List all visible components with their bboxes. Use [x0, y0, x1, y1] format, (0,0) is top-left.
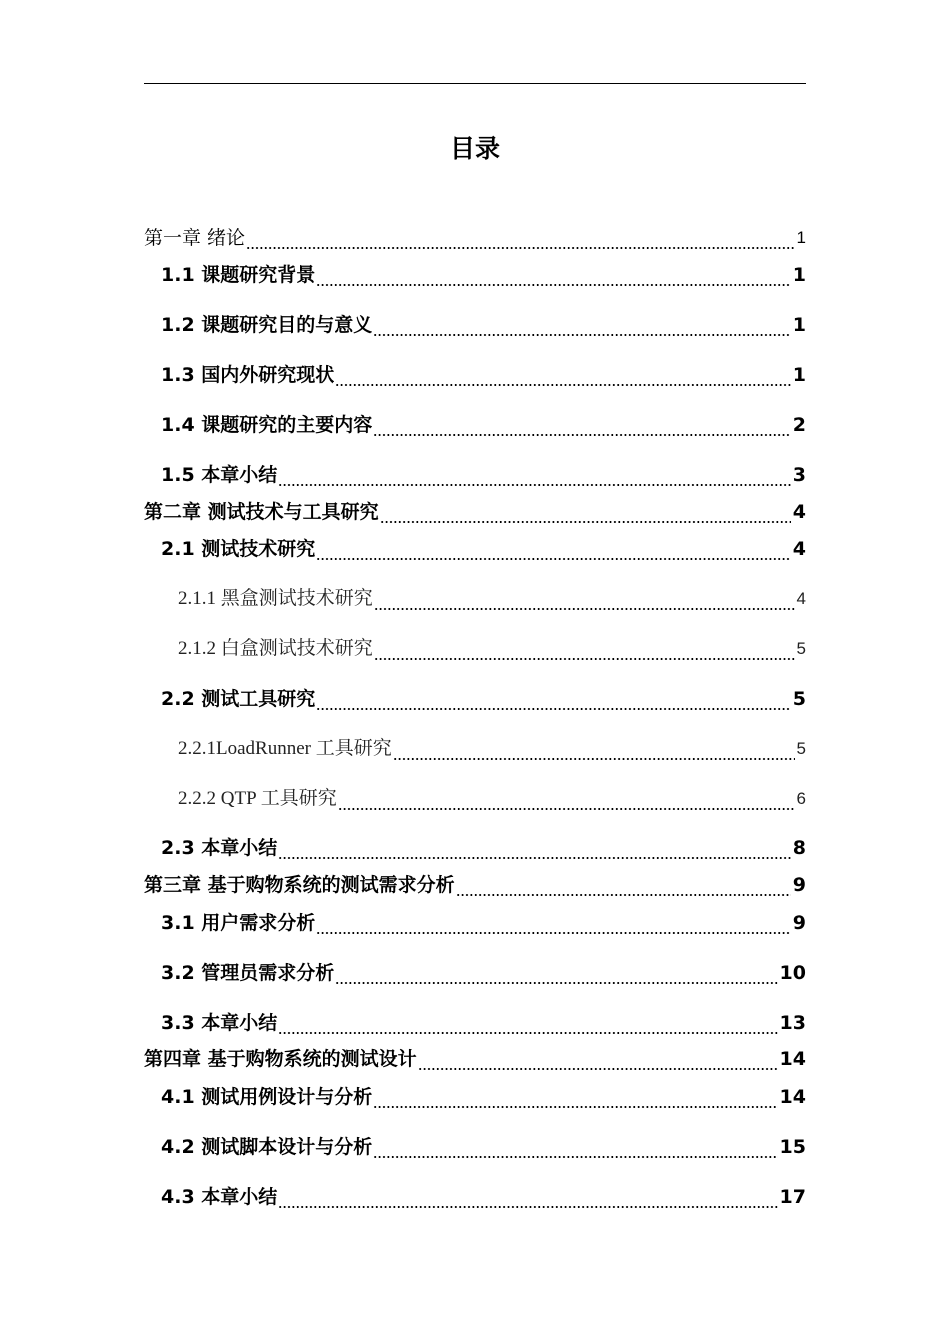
toc-entry-label: 4.1 测试用例设计与分析	[161, 1086, 373, 1108]
dot-leader	[456, 875, 791, 897]
toc-entry-label: 1.4 课题研究的主要内容	[161, 414, 373, 436]
dot-leader	[316, 913, 790, 935]
toc-entry-section-2-1[interactable]	[161, 533, 806, 561]
toc-entry-section-1-3[interactable]	[161, 359, 806, 387]
toc-entry-page: 2	[792, 414, 806, 436]
dot-leader	[373, 1137, 777, 1159]
page-title: 目录	[449, 134, 500, 163]
toc-entry-label: 3.1 用户需求分析	[161, 912, 316, 934]
dot-leader	[393, 739, 795, 761]
toc-entry-page: 4	[792, 501, 806, 523]
toc-entry-label: 3.2 管理员需求分析	[161, 962, 335, 984]
dot-leader	[278, 465, 790, 487]
toc-entry-section-3-2[interactable]	[161, 957, 806, 985]
toc-entry-page: 9	[792, 874, 806, 896]
dot-leader	[335, 365, 790, 387]
toc-entry-page: 4	[792, 538, 806, 560]
toc-entry-label: 第四章 基于购物系统的测试设计	[144, 1048, 417, 1070]
dot-leader	[335, 963, 777, 985]
dot-leader	[316, 689, 790, 711]
toc-entry-label: 第一章 绪论	[144, 227, 246, 249]
toc-entry-section-4-1[interactable]	[161, 1081, 806, 1109]
toc-entry-label: 第三章 基于购物系统的测试需求分析	[144, 874, 455, 896]
toc-entry-page: 3	[792, 464, 806, 486]
dot-leader	[338, 789, 795, 811]
dot-leader	[246, 228, 794, 250]
toc-entry-chapter-1[interactable]	[144, 222, 806, 250]
dot-leader	[278, 1013, 777, 1035]
toc-entry-page: 1	[792, 364, 806, 386]
toc-entry-page: 5	[796, 739, 806, 758]
toc-entry-chapter-4[interactable]	[144, 1043, 806, 1071]
dot-leader	[374, 639, 795, 661]
toc-entry-section-3-3[interactable]	[161, 1007, 806, 1035]
dot-leader	[316, 265, 790, 287]
toc-entry-label: 1.5 本章小结	[161, 464, 278, 486]
dot-leader	[316, 539, 790, 561]
toc-entry-section-1-1[interactable]	[161, 259, 806, 287]
dot-leader	[278, 838, 790, 860]
toc-entry-page: 17	[779, 1186, 806, 1208]
toc-entry-label: 2.1.2 白盒测试技术研究	[178, 638, 373, 659]
toc-entry-section-2-3[interactable]	[161, 832, 806, 860]
toc-entry-page: 1	[796, 228, 806, 247]
toc-entry-page: 1	[792, 314, 806, 336]
toc-entry-page: 10	[779, 962, 806, 984]
toc-entry-section-2-2[interactable]	[161, 683, 806, 711]
dot-leader	[374, 589, 795, 611]
toc-entry-label: 2.1 测试技术研究	[161, 538, 316, 560]
toc-entry-label: 2.1.1 黑盒测试技术研究	[178, 588, 373, 609]
toc-entry-chapter-2[interactable]	[144, 496, 806, 524]
toc-entry-label: 1.1 课题研究背景	[161, 264, 316, 286]
toc-entry-page: 8	[792, 837, 806, 859]
toc-entry-section-1-2[interactable]	[161, 309, 806, 337]
dot-leader	[418, 1049, 778, 1071]
toc-entry-section-4-3[interactable]	[161, 1181, 806, 1209]
toc-entry-page: 9	[792, 912, 806, 934]
toc-entry-subsection-2-2-2[interactable]	[178, 783, 806, 811]
toc-entry-label: 2.2.2 QTP 工具研究	[178, 788, 337, 809]
toc-entry-page: 6	[796, 789, 806, 808]
dot-leader	[373, 1087, 777, 1109]
toc-entry-label: 4.2 测试脚本设计与分析	[161, 1136, 373, 1158]
toc-entry-chapter-3[interactable]	[144, 869, 806, 897]
toc-entry-label: 3.3 本章小结	[161, 1012, 278, 1034]
toc-entry-subsection-2-1-2[interactable]	[178, 633, 806, 661]
toc-entry-subsection-2-2-1[interactable]	[178, 733, 806, 761]
dot-leader	[278, 1187, 777, 1209]
toc-entry-section-1-5[interactable]	[161, 459, 806, 487]
toc-entry-label: 2.2 测试工具研究	[161, 688, 316, 710]
dot-leader	[373, 415, 790, 437]
toc-entry-label: 1.3 国内外研究现状	[161, 364, 335, 386]
toc-entry-label: 2.3 本章小结	[161, 837, 278, 859]
toc-entry-section-1-4[interactable]	[161, 409, 806, 437]
toc-entry-label: 1.2 课题研究目的与意义	[161, 314, 373, 336]
toc-entry-page: 5	[792, 688, 806, 710]
toc-entry-subsection-2-1-1[interactable]	[178, 583, 806, 611]
toc-entry-section-3-1[interactable]	[161, 907, 806, 935]
toc-entry-page: 1	[792, 264, 806, 286]
toc-entry-page: 14	[779, 1048, 806, 1070]
toc-entry-label: 2.2.1LoadRunner 工具研究	[178, 738, 392, 759]
toc-entry-page: 14	[779, 1086, 806, 1108]
toc-entry-label: 4.3 本章小结	[161, 1186, 278, 1208]
toc-entry-section-4-2[interactable]	[161, 1131, 806, 1159]
toc-entry-label: 第二章 测试技术与工具研究	[144, 501, 379, 523]
toc-entry-page: 5	[796, 639, 806, 658]
dot-leader	[380, 502, 791, 524]
dot-leader	[373, 315, 790, 337]
toc-entry-page: 15	[779, 1136, 806, 1158]
toc-entry-page: 4	[796, 589, 806, 608]
toc-entry-page: 13	[779, 1012, 806, 1034]
